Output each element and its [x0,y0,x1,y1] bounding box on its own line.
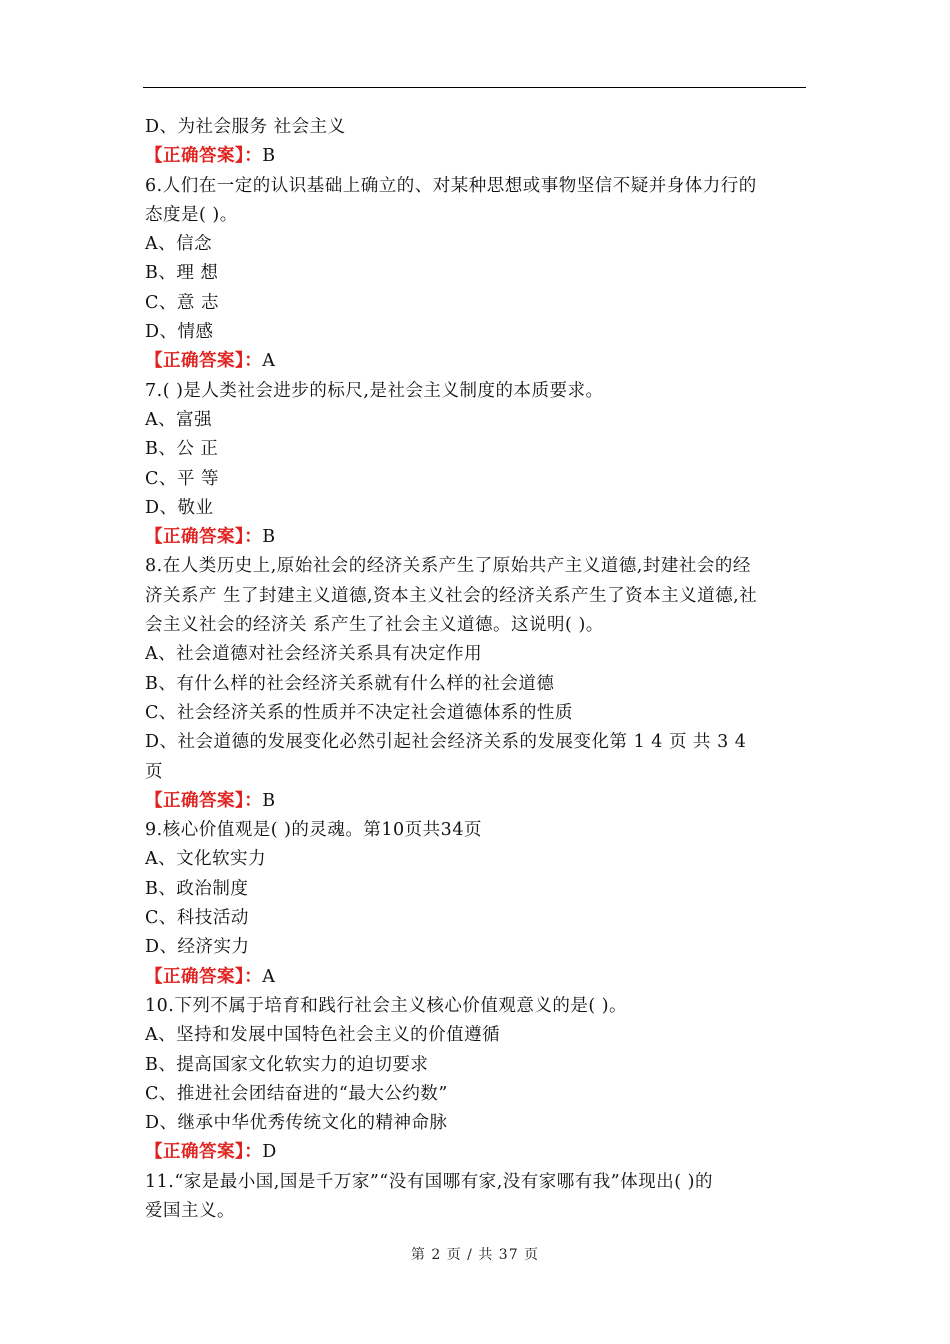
option-text: D、继承中华优秀传统文化的精神命脉 [145,1113,448,1134]
option-text: D、社会道德的发展变化必然引起社会经济关系的发展变化第 1 4 页 共 3 4 [145,732,747,753]
option-text: C、科技活动 [145,908,249,929]
answer-line [145,963,810,992]
option-text: D、情感 [145,322,214,343]
option-text: C、平 等 [145,468,219,489]
option-text: C、社会经济关系的性质并不决定社会道德体系的性质 [145,702,573,723]
answer-line [145,347,810,376]
option-text: B、理 想 [145,263,219,284]
option-text: D、为社会服务 社会主义 [145,117,346,137]
option-text: A、文化软实力 [145,849,267,870]
answer-label: 【正确答案】： [145,1142,263,1163]
answer-label: 【正确答案】： [145,146,263,167]
option-text: A、信念 [145,234,213,255]
page-content [145,113,810,1226]
answer-value: A [262,966,276,987]
answer-label: 【正确答案】： [145,966,263,987]
option-text: A、社会道德对社会经济关系具有决定作用 [145,644,483,665]
answer-value: D [262,1142,277,1163]
answer-line [145,142,810,171]
question-text: 10.下列不属于培育和践行社会主义核心价值观意义的是( )。 [145,995,628,1016]
answer-line [145,1138,810,1167]
answer-line [145,787,810,816]
answer-label: 【正确答案】： [145,351,263,372]
option-text: D、敬业 [145,497,214,518]
option-text: B、提高国家文化软实力的迫切要求 [145,1054,429,1075]
answer-value: B [262,527,276,548]
option-text: A、坚持和发展中国特色社会主义的价值遵循 [145,1025,501,1046]
answer-value: A [262,351,276,372]
answer-label: 【正确答案】： [145,790,263,811]
question-text: 7.( )是人类社会进步的标尺,是社会主义制度的本质要求。 [145,380,604,401]
option-text: C、推进社会团结奋进的“最大公约数” [145,1083,448,1104]
option-text: 页 [145,761,163,782]
option-text: B、公 正 [145,439,219,460]
page-footer: 第 2 页 / 共 37 页 [410,1247,540,1263]
option-text: D、经济实力 [145,937,250,958]
answer-label: 【正确答案】： [145,527,263,548]
question-text: 爱国主义。 [145,1200,235,1221]
answer-value: B [262,790,276,811]
option-text: B、有什么样的社会经济关系就有什么样的社会道德 [145,673,555,694]
header-rule [143,87,806,88]
question-text: 济关系产 生了封建主义道德,资本主义社会的经济关系产生了资本主义道德,社 [145,585,758,606]
question-text: 11.“家是最小国,国是千万家”“没有国哪有家,没有家哪有我”体现出( )的 [145,1171,713,1192]
option-text: C、意 志 [145,292,219,313]
question-text: 会主义社会的经济关 系产生了社会主义道德。这说明( )。 [145,615,604,636]
question-text: 6.人们在一定的认识基础上确立的、对某种思想或事物坚信不疑并身体力行的 [145,175,757,196]
question-text: 态度是( )。 [145,204,238,225]
option-text: A、富强 [145,409,213,430]
answer-line [145,523,810,552]
question-text: 9.核心价值观是( )的灵魂。第10页共34页 [145,820,482,841]
answer-value: B [262,146,276,167]
question-text: 8.在人类历史上,原始社会的经济关系产生了原始共产主义道德,封建社会的经 [145,556,751,577]
option-text: B、政治制度 [145,878,249,899]
